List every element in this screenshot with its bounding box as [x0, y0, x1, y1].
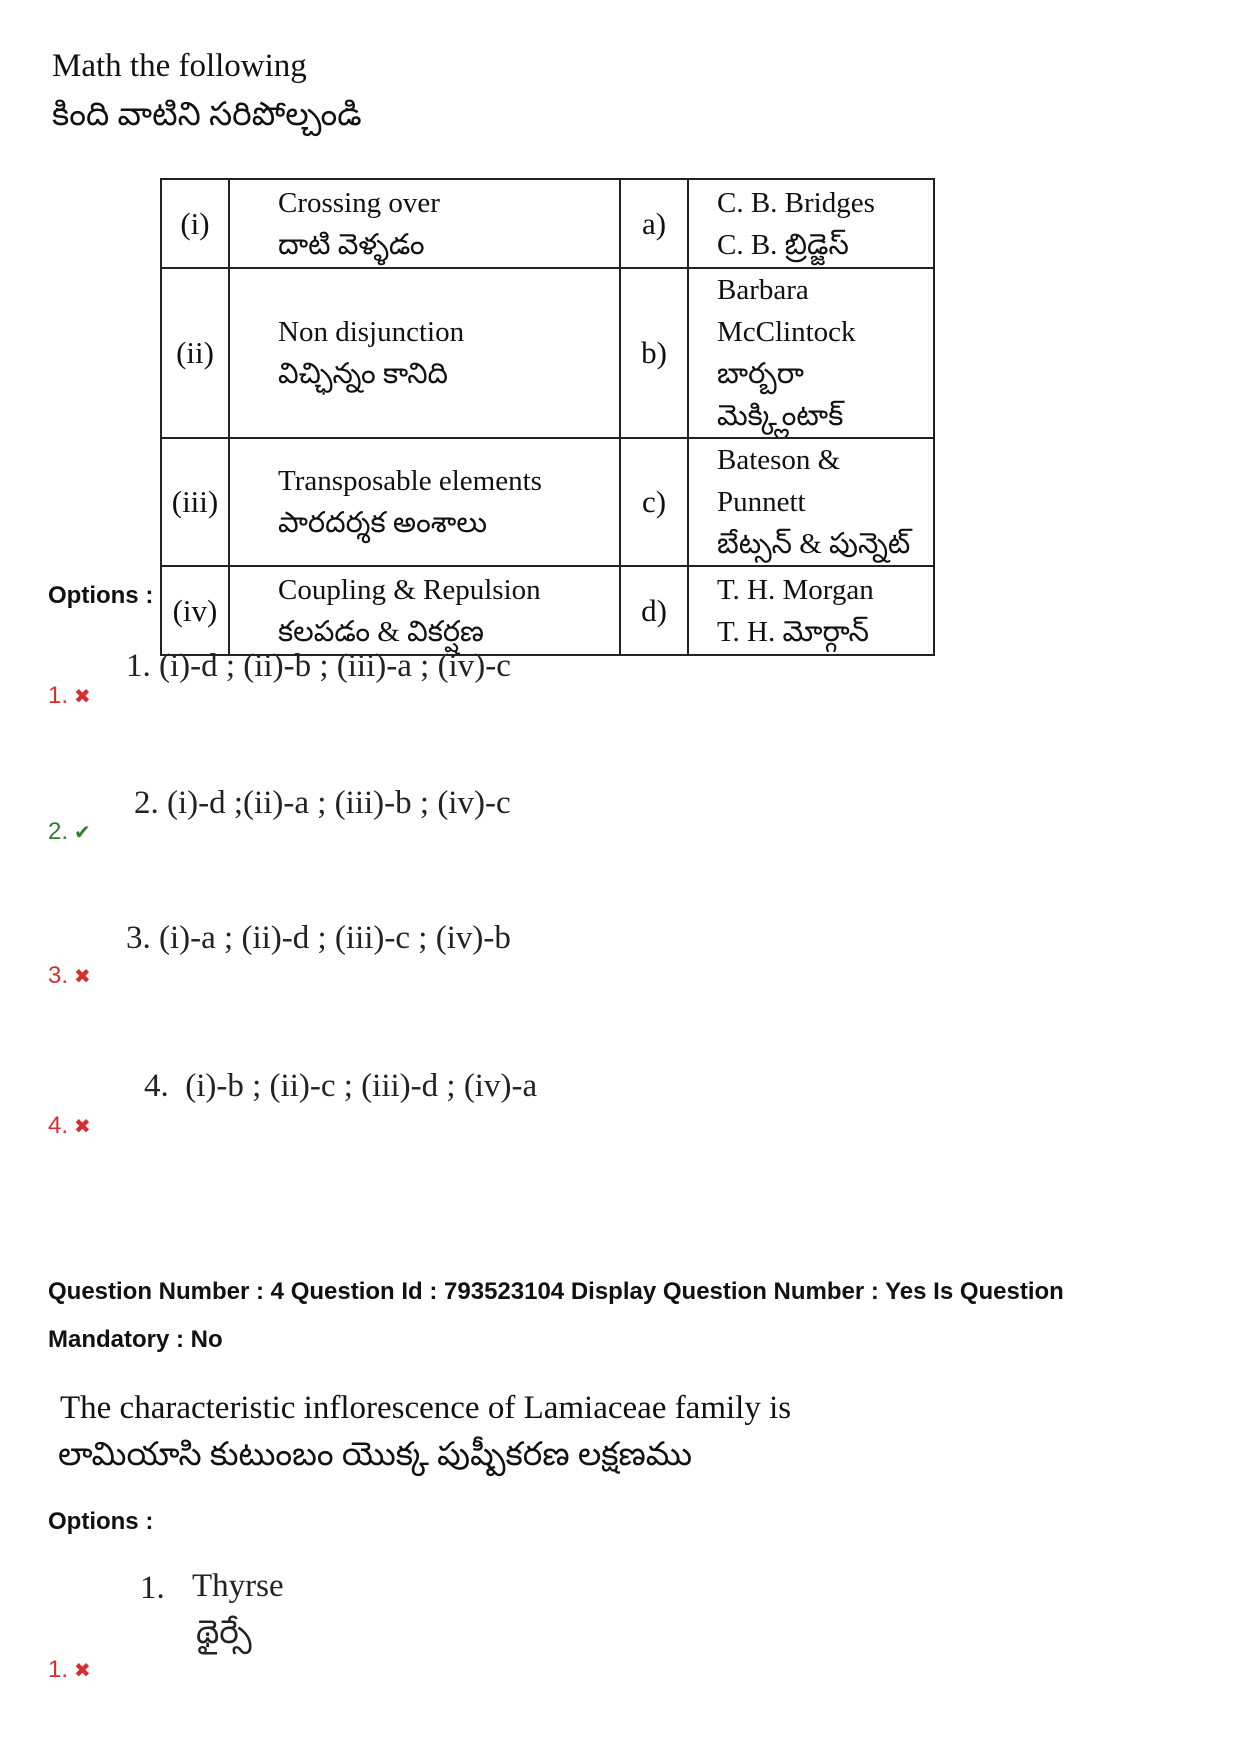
- option-number: 2.: [48, 818, 69, 845]
- answer-te: C. B. బ్రిడ్జెస్: [717, 228, 849, 261]
- option-text-en[interactable]: Thyrse: [192, 1568, 284, 1604]
- cross-icon: ✖: [74, 966, 91, 988]
- option-index: [48, 818, 91, 846]
- column-a-cell: [229, 179, 620, 268]
- options-label: Options :: [48, 1508, 154, 1535]
- answer-te: బార్బరా మెక్క్లింటాక్: [717, 358, 844, 432]
- option-number: 1.: [48, 1656, 69, 1683]
- item-en: Crossing over: [278, 186, 440, 219]
- option-number: 4.: [48, 1112, 69, 1139]
- column-b-cell: [688, 438, 934, 566]
- option-text-te[interactable]: థైర్సే: [196, 1615, 252, 1651]
- column-a-cell: [229, 438, 620, 566]
- option-text[interactable]: 1. (i)-d ; (ii)-b ; (iii)-a ; (iv)-c: [126, 648, 511, 684]
- question-text-en: The characteristic inflorescence of Lamiaceae family is: [60, 1390, 792, 1426]
- cross-icon: ✖: [74, 1116, 91, 1138]
- cross-icon: ✖: [74, 1660, 91, 1682]
- row-letter: a): [620, 179, 688, 268]
- item-en: Transposable elements: [278, 465, 542, 497]
- table-row: [161, 179, 934, 268]
- column-a-cell: [229, 566, 620, 655]
- option-text[interactable]: 4. (i)-b ; (ii)-c ; (iii)-d ; (iv)-a: [144, 1068, 538, 1104]
- row-number: (i): [161, 179, 229, 268]
- option-text[interactable]: 3. (i)-a ; (ii)-d ; (iii)-c ; (iv)-b: [126, 920, 511, 956]
- question-meta-line1: Question Number : 4 Question Id : 793523104 Display Question Number : Yes Is Question: [48, 1278, 1064, 1305]
- question-text-te: లామియాసి కుటుంబం యొక్క పుష్పీకరణ లక్షణము: [58, 1437, 693, 1473]
- column-b-cell: [688, 268, 934, 438]
- column-b-cell: [688, 566, 934, 655]
- item-te: కలపడం & వికర్షణ: [278, 615, 485, 648]
- table-row: [161, 566, 934, 655]
- item-en: Coupling & Repulsion: [278, 573, 541, 606]
- item-en: Non disjunction: [278, 316, 465, 348]
- question-heading-en: Math the following: [52, 48, 307, 84]
- option-number: 1.: [48, 682, 69, 709]
- item-te: దాటి వెళ్ళడం: [278, 228, 425, 261]
- option-index: [48, 1112, 91, 1140]
- answer-te: బేట్సన్ & పున్నెట్: [717, 528, 911, 560]
- option-index: [48, 682, 91, 710]
- column-b-cell: [688, 179, 934, 268]
- answer-en: T. H. Morgan: [717, 573, 874, 606]
- answer-en: C. B. Bridges: [717, 186, 875, 219]
- option-index: [48, 962, 91, 990]
- row-letter: d): [620, 566, 688, 655]
- answer-en: Bateson & Punnett: [717, 444, 841, 518]
- column-a-cell: [229, 268, 620, 438]
- item-te: పారదర్శక అంశాలు: [278, 507, 487, 539]
- option-number: 3.: [48, 962, 69, 989]
- row-number: (iii): [161, 438, 229, 566]
- match-table: [160, 178, 935, 656]
- table-row: [161, 268, 934, 438]
- row-number: (ii): [161, 268, 229, 438]
- option-text[interactable]: 2. (i)-d ;(ii)-a ; (iii)-b ; (iv)-c: [134, 785, 511, 821]
- table-row: [161, 438, 934, 566]
- answer-te: T. H. మోర్గాన్: [717, 615, 869, 648]
- question-heading-te: కింది వాటిని సరిపోల్చండి: [52, 97, 362, 133]
- item-te: విచ్ఛిన్నం కానిది: [278, 358, 449, 390]
- question-meta-line2: Mandatory : No: [48, 1326, 223, 1353]
- answer-en: Barbara McClintock: [717, 274, 856, 348]
- options-label: Options :: [48, 582, 154, 609]
- row-letter: c): [620, 438, 688, 566]
- cross-icon: ✖: [74, 686, 91, 708]
- option-number-printed: 1.: [140, 1570, 165, 1606]
- row-number: (iv): [161, 566, 229, 655]
- row-letter: b): [620, 268, 688, 438]
- checkmark-icon: ✔: [74, 822, 91, 844]
- option-index: [48, 1656, 91, 1684]
